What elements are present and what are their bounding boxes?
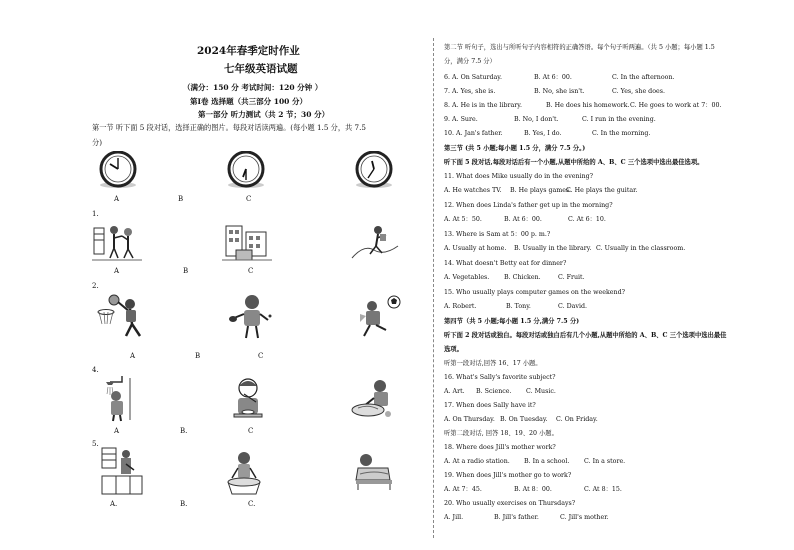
- question-15-b: B. Tony.: [506, 303, 531, 310]
- question-9-b: B. No, I don't.: [514, 116, 559, 123]
- question-10-num-a: 10. A. Jan's father.: [444, 130, 503, 137]
- question-12-b: B. At 6：00.: [504, 216, 542, 223]
- hiker-icon: [350, 220, 400, 262]
- clock-label-b: B: [178, 195, 184, 203]
- question-8-b: B. He does his homework.: [546, 102, 630, 109]
- question-20-c: C. Jill's mother.: [560, 514, 609, 521]
- question-7-num-a: 7. A. Yes, she is.: [444, 88, 496, 95]
- question-17: 17. When does Sally have it?: [444, 402, 536, 409]
- option-label-c: C: [248, 427, 254, 435]
- clock-label-a: A: [114, 195, 120, 203]
- question-9-c: C. I run in the evening.: [582, 116, 656, 123]
- section1-instruction: 第一节 听下面 5 段对话，选择正确的图片。每段对话读两遍。(每小题 1.5 分，共 7.5: [92, 123, 366, 132]
- buildings-icon: [222, 220, 272, 262]
- question-19-c: C. At 8：15.: [584, 486, 622, 493]
- column-divider: [433, 38, 434, 538]
- question-number: 4.: [92, 366, 99, 374]
- clock-icon-c: [352, 151, 396, 189]
- question-18-b: B. In a school.: [524, 458, 570, 465]
- question-17-a: A. On Thursday.: [444, 416, 495, 423]
- question-19: 19. When does Jill's mother go to work?: [444, 472, 572, 479]
- clock-label-c: C: [246, 195, 252, 203]
- exam-subtitle: 七年级英语试题: [224, 63, 298, 75]
- section4-instruction-cont: 选项。: [444, 346, 463, 353]
- basketball-player-icon: [96, 292, 152, 340]
- option-label-b: B.: [180, 427, 188, 435]
- question-14-b: B. Chicken.: [504, 274, 541, 281]
- soccer-player-icon: [356, 292, 404, 340]
- question-17-c: C. On Friday.: [556, 416, 598, 423]
- option-label-c: C.: [248, 500, 256, 508]
- question-7-b: B. No, she isn't.: [534, 88, 585, 95]
- clock-icon-b: [224, 151, 268, 189]
- question-14: 14. What doesn't Betty eat for dinner?: [444, 260, 567, 267]
- option-label-b: B: [183, 267, 189, 275]
- question-7-c: C. Yes, she does.: [612, 88, 665, 95]
- question-18-c: C. In a store.: [584, 458, 626, 465]
- girl-sleeping-icon: [350, 450, 398, 494]
- section1-instruction-cont: 分): [92, 138, 102, 147]
- question-19-b: B. At 8：00.: [514, 486, 552, 493]
- question-16-a: A. Art.: [444, 388, 465, 395]
- girl-washing-icon: [224, 450, 268, 496]
- section3-header: 第三节 (共 5 小题;每小题 1.5 分，满分 7.5 分。): [444, 145, 586, 152]
- part1-title: 第Ⅰ卷 选择题（共三部分 100 分）: [190, 97, 307, 106]
- question-12-c: C. At 6：10.: [568, 216, 606, 223]
- option-label-a: A: [114, 427, 120, 435]
- question-11-b: B. He plays games.: [510, 187, 572, 194]
- section3-instruction: 听下面 5 段对话,每段对话后有一个小题,从题中所给的 A、B、C 三个选项中选出最佳选项。: [444, 159, 704, 166]
- question-16-c: C. Music.: [526, 388, 556, 395]
- question-8-c: C. He goes to work at 7：00.: [630, 102, 722, 109]
- option-label-c: C: [248, 267, 254, 275]
- part1-subtitle: 第一部分 听力测试（共 2 节；30 分）: [198, 110, 330, 119]
- question-18-a: A. At a radio station.: [444, 458, 510, 465]
- question-19-a: A. At 7：45.: [444, 486, 482, 493]
- question-9-num-a: 9. A. Sure.: [444, 116, 478, 123]
- dialogue-2-intro: 听第二段对话, 回答 18、19、20 小题。: [444, 430, 558, 437]
- section4-header: 第四节（共 5 小题;每小题 1.5 分,满分 7.5 分): [444, 318, 580, 325]
- question-14-c: C. Fruit.: [558, 274, 585, 281]
- question-20: 20. Who usually exercises on Thursdays?: [444, 500, 576, 507]
- question-20-b: B. Jill's father.: [494, 514, 539, 521]
- question-10-b: B. Yes, I do.: [524, 130, 562, 137]
- question-6-c: C. In the afternoon.: [612, 74, 675, 81]
- kitchen-cook-icon: [100, 446, 144, 496]
- shower-icon: [100, 374, 140, 422]
- question-13-a: A. Usually at home.: [444, 245, 507, 252]
- question-11-a: A. He watches TV.: [444, 187, 502, 194]
- washing-clothes-icon: [350, 376, 400, 422]
- section2-header-cont: 分，满分 7.5 分）: [444, 58, 496, 65]
- option-label-a: A: [130, 352, 136, 360]
- question-17-b: B. On Tuesday.: [500, 416, 548, 423]
- question-16-b: B. Science.: [476, 388, 512, 395]
- option-label-a: A.: [110, 500, 118, 508]
- question-6-num-a: 6. A. On Saturday.: [444, 74, 502, 81]
- option-label-a: A: [114, 267, 120, 275]
- question-11-c: C. He plays the guitar.: [566, 187, 638, 194]
- question-14-a: A. Vegetables.: [444, 274, 490, 281]
- question-8-num-a: 8. A. He is in the library.: [444, 102, 522, 109]
- option-label-b: B.: [180, 500, 188, 508]
- question-number: 2.: [92, 282, 99, 290]
- question-15-a: A. Robert.: [444, 303, 477, 310]
- question-13-c: C. Usually in the classroom.: [596, 245, 686, 252]
- section4-instruction: 听下面 2 段对话或独白。每段对话或独白后有几个小题,从题中所给的 A、B、C 三个选项中选出最佳: [444, 332, 727, 339]
- question-15-c: C. David.: [558, 303, 588, 310]
- question-11: 11. What does Mike usually do in the evening?: [444, 173, 594, 180]
- question-12-a: A. At 5：50.: [444, 216, 482, 223]
- option-label-b: B: [195, 352, 201, 360]
- question-number: 1.: [92, 210, 99, 218]
- question-10-c: C. In the morning.: [592, 130, 651, 137]
- ping-pong-player-icon: [228, 292, 278, 340]
- question-16: 16. What's Sally's favorite subject?: [444, 374, 556, 381]
- question-13-b: B. Usually in the library.: [514, 245, 592, 252]
- question-18: 18. Where does Jill's mother work?: [444, 444, 556, 451]
- question-6-b: B. At 6：00.: [534, 74, 572, 81]
- question-15: 15. Who usually plays computer games on the weekend?: [444, 289, 625, 296]
- option-label-c: C: [258, 352, 264, 360]
- question-20-a: A. Jill.: [444, 514, 464, 521]
- question-13: 13. Where is Sam at 5：00 p. m.?: [444, 231, 551, 238]
- friends-playing-icon: [92, 220, 142, 262]
- section2-header: 第二节 听句子，选出与所听句子内容相符的正确答语。每个句子听两遍。（共 5 小题；每小题 1.5: [444, 44, 715, 51]
- question-12: 12. When does Linda's father get up in the morning?: [444, 202, 613, 209]
- question-number: 5.: [92, 440, 99, 448]
- exam-title: 2024年春季定时作业: [197, 45, 300, 57]
- dialogue-1-intro: 听第一段对话,回答 16、17 小题。: [444, 360, 542, 367]
- boy-eating-icon: [226, 376, 270, 422]
- clock-icon-a: [96, 151, 140, 189]
- score-info: （满分：150 分 考试时间：120 分钟 ）: [183, 83, 323, 92]
